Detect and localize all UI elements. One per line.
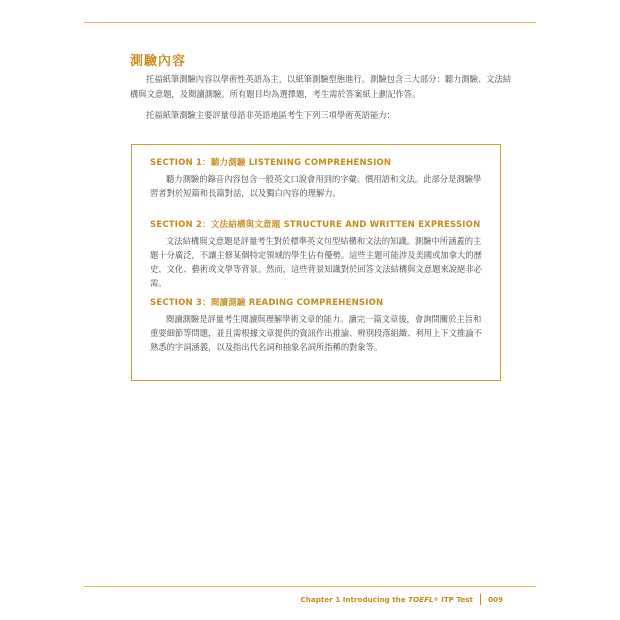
section-3-body-wrap: [150, 312, 488, 354]
section-2-body: 文法結構與文意題是評量考生對於標準英文句型結構和文法的知識。測驗中所涵蓋的主題十分廣泛，不讓主修某個特定領域的學生佔有優勢。這些主題可能涉及美國或加拿大的歷史、文化、藝術或文學等背景。然而，這些背景知識對於回答文法結構與文意題來說絕非必需。: [150, 236, 482, 288]
section-1-body: 聽力測驗的錄音內容包含一般英文口說會用到的字彙、慣用語和文法。此部分是測驗學習者對於短篇和長篇對話，以及獨白內容的理解力。: [150, 174, 482, 198]
intro-text-2: 托福紙筆測驗主要評量母語非英語地區考生下列三項學術英語能力：: [146, 110, 395, 120]
page-heading: 測驗內容: [130, 54, 187, 69]
footer-toefl: TOEFL: [408, 595, 434, 604]
intro-paragraph-1: [130, 72, 515, 102]
page-footer: [301, 594, 504, 605]
section-1-title: SECTION 1：聽力測驗 LISTENING COMPREHENSION: [150, 158, 392, 168]
top-rule: [84, 22, 536, 23]
section-3-title: SECTION 3：閱讀測驗 READING COMPREHENSION: [150, 298, 384, 308]
section-2-title: SECTION 2：文法結構與文意題 STRUCTURE AND WRITTEN EXPRESSION: [150, 220, 481, 230]
section-3: [150, 297, 488, 354]
intro-text-1: 托福紙筆測驗內容以學術性英語為主，以紙筆測驗型態進行。測驗包含三大部分：聽力測驗、文法結構與文意題，及閱讀測驗。所有題目均為選擇題，考生需於答案紙上劃記作答。: [130, 74, 512, 99]
section-1: [150, 157, 488, 200]
section-3-body: 閱讀測驗是評量考生閱讀與理解學術文章的能力。讀完一篇文章後，會詢問關於主旨和重要細節等問題，並且需根據文章提供的資訊作出推論、辨別段落組織、利用上下文推論不熟悉的字詞涵義，以及指出代名詞和抽象名詞所指稱的對象等。: [150, 314, 482, 352]
bottom-rule: [84, 586, 536, 587]
intro-paragraph-2: [130, 108, 515, 123]
sections-box: [131, 144, 501, 381]
footer-itp: ITP Test: [441, 595, 473, 604]
footer-reg: ®: [433, 596, 439, 603]
section-1-body-wrap: [150, 172, 488, 200]
footer-divider: [480, 594, 481, 605]
section-2: [150, 219, 488, 290]
footer-chapter: Chapter 1 Introducing the: [300, 595, 406, 604]
section-2-body-wrap: [150, 234, 488, 290]
page-number: 009: [487, 595, 503, 604]
